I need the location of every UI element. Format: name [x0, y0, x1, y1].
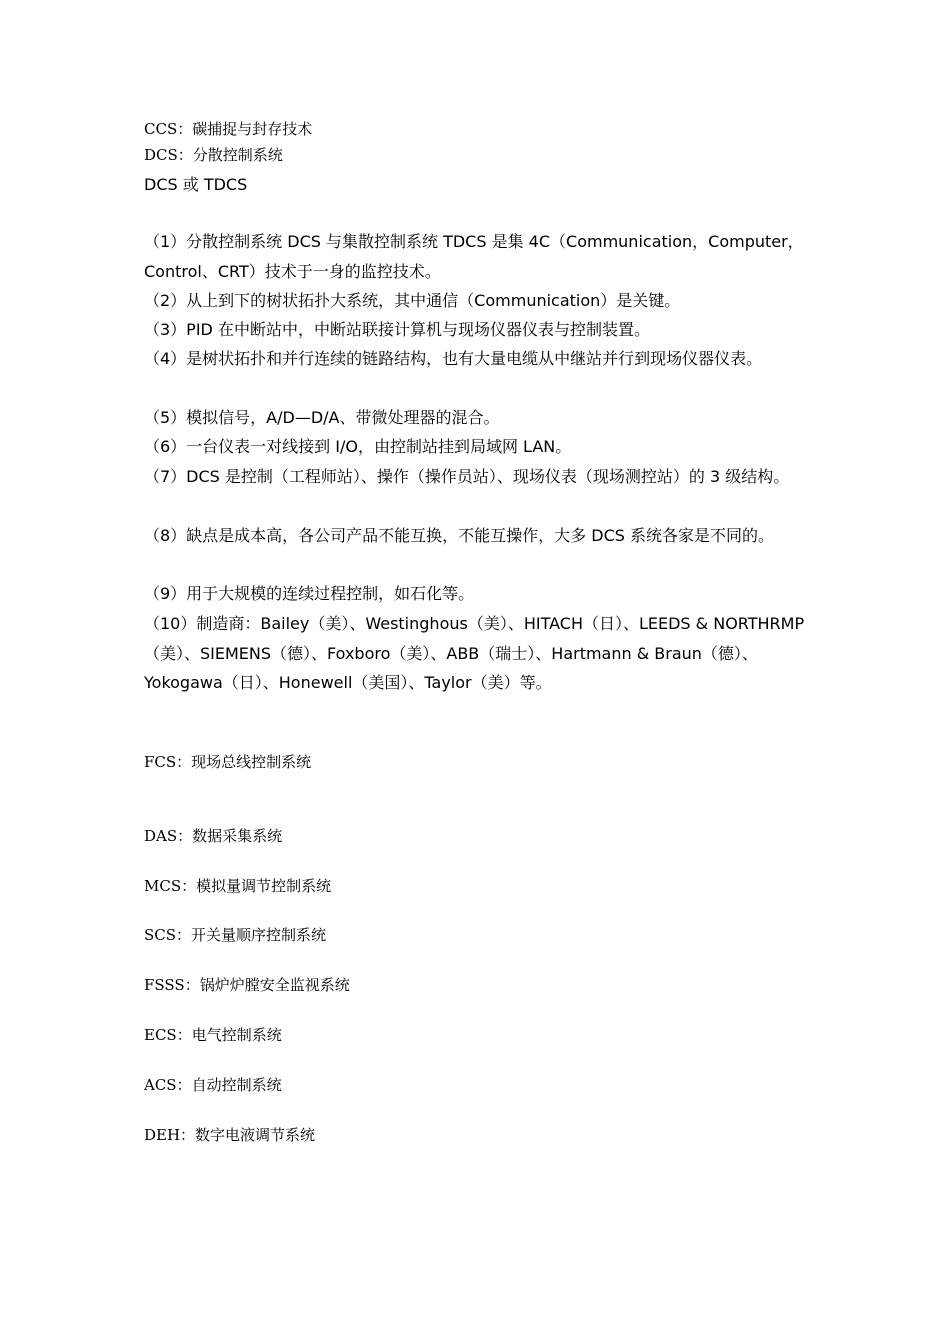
dcs-point-5: （5）模拟信号，A/D—D/A、带微处理器的混合。	[144, 408, 500, 427]
term-fcs: FCS：现场总线控制系统	[144, 753, 312, 771]
section-title: DCS 或 TDCS	[144, 175, 248, 194]
term-mcs: MCS：模拟量调节控制系统	[144, 877, 332, 895]
term-ecs: ECS：电气控制系统	[144, 1026, 282, 1044]
term-dcs: DCS：分散控制系统	[144, 146, 283, 164]
term-scs: SCS：开关量顺序控制系统	[144, 926, 327, 944]
dcs-point-4: （4）是树状拓扑和并行连续的链路结构，也有大量电缆从中继站并行到现场仪器仪表。	[144, 349, 763, 368]
term-fsss: FSSS：锅炉炉膛安全监视系统	[144, 976, 350, 994]
dcs-point-3: （3）PID 在中断站中，中断站联接计算机与现场仪器仪表与控制装置。	[144, 320, 650, 339]
dcs-point-2: （2）从上到下的树状拓扑大系统，其中通信（Communication）是关键。	[144, 291, 681, 310]
dcs-point-6: （6）一台仪表一对线接到 I/O，由控制站挂到局域网 LAN。	[144, 437, 572, 456]
term-das: DAS：数据采集系统	[144, 827, 283, 845]
dcs-point-1: （1）分散控制系统 DCS 与集散控制系统 TDCS 是集 4C（Communication，Computer， Control、CRT）技术于一身的监控技术。	[144, 232, 804, 281]
dcs-point-8: （8）缺点是成本高，各公司产品不能互换，不能互操作，大多 DCS 系统各家是不同的。	[144, 526, 775, 545]
dcs-point-10: （10）制造商：Bailey（美）、Westinghous（美）、HITACH（日）、LEEDS & NORTHRMP（美）、SIEMENS（德）、Foxboro（美）、ABB（瑞士）、Hartmann & Braun（德）、Yokogawa（日）、Honewell（美国）、Taylor（美）等。	[144, 614, 805, 692]
dcs-point-9: （9）用于大规模的连续过程控制，如石化等。	[144, 584, 475, 603]
dcs-point-7: （7）DCS 是控制（工程师站）、操作（操作员站）、现场仪表（现场测控站）的 3 级结构。	[144, 467, 790, 486]
term-acs: ACS：自动控制系统	[144, 1076, 282, 1094]
term-ccs: CCS：碳捕捉与封存技术	[144, 120, 313, 138]
term-deh: DEH：数字电液调节系统	[144, 1126, 316, 1144]
